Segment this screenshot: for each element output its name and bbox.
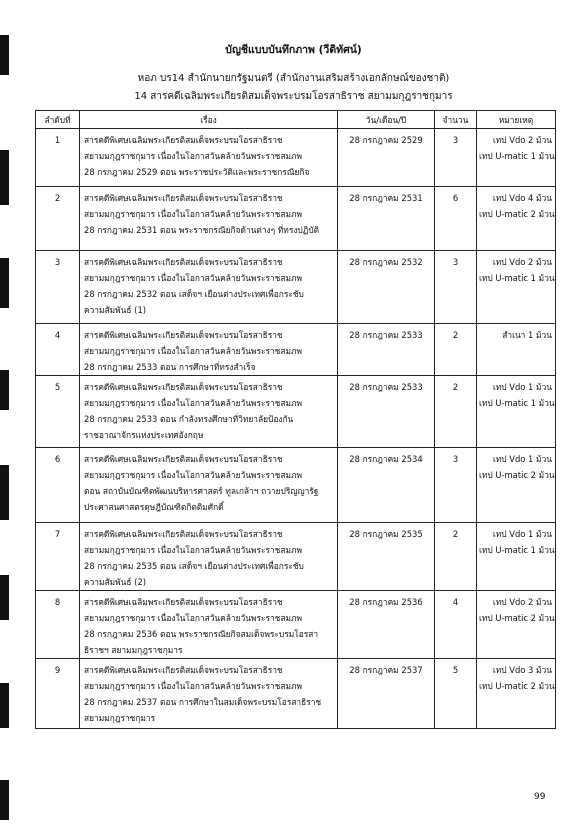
row-quantity: 4	[435, 591, 477, 659]
row-number: 5	[36, 376, 80, 448]
table-row	[36, 187, 556, 251]
row-subject	[80, 448, 338, 523]
row-date: 28 กรกฎาคม 2536	[338, 591, 435, 659]
row-quantity: 2	[435, 324, 477, 376]
subject-line: ประศาสนศาสตรดุษฎีบัณฑิตกิตติมศักดิ์	[84, 502, 224, 512]
row-number: 9	[36, 659, 80, 729]
subject-line: สยามมกุฎราชกุมาร เนื่องในโอกาสวันคล้ายวันพระราชสมภพ	[84, 470, 303, 480]
row-date: 28 กรกฎาคม 2534	[338, 448, 435, 523]
row-quantity: 2	[435, 523, 477, 591]
note-line: เทป Vdo 2 ม้วน	[492, 257, 552, 267]
subject-line: 28 กรกฎาคม 2531 ตอน พระราชกรณียกิจด้านต่างๆ ที่ทรงปฏิบัติ	[84, 225, 320, 235]
row-number: 2	[36, 187, 80, 251]
note-line: เทป U-matic 1 ม้วน	[479, 273, 555, 283]
row-note	[477, 324, 556, 376]
row-subject	[80, 376, 338, 448]
subject-line: สารคดีพิเศษเฉลิมพระเกียรติสมเด็จพระบรมโอรสาธิราช	[84, 193, 283, 203]
row-quantity: 3	[435, 251, 477, 324]
table-row	[36, 591, 556, 659]
table-row	[36, 523, 556, 591]
page-number: 99	[534, 792, 546, 802]
note-line: สำเนา 1 ม้วน	[502, 330, 552, 340]
row-date: 28 กรกฎาคม 2533	[338, 324, 435, 376]
table-row	[36, 324, 556, 376]
row-note	[477, 591, 556, 659]
subject-line: สารคดีพิเศษเฉลิมพระเกียรติสมเด็จพระบรมโอรสาธิราช	[84, 529, 283, 539]
note-line: เทป Vdo 2 ม้วน	[492, 597, 552, 607]
subject-line: สยามมกุฎราชกุมาร เนื่องในโอกาสวันคล้ายวันพระราชสมภพ	[84, 398, 303, 408]
row-number: 7	[36, 523, 80, 591]
table-row	[36, 129, 556, 187]
row-number: 6	[36, 448, 80, 523]
row-quantity: 3	[435, 129, 477, 187]
subject-line: สารคดีพิเศษเฉลิมพระเกียรติสมเด็จพระบรมโอรสาธิราช	[84, 454, 283, 464]
subject-line: ราชอาณาจักรแห่งประเทศอังกฤษ	[84, 430, 204, 440]
subject-line: สยามมกุฎราชกุมาร เนื่องในโอกาสวันคล้ายวันพระราชสมภพ	[84, 209, 303, 219]
table-row	[36, 376, 556, 448]
subject-line: ความสัมพันธ์ (1)	[84, 305, 147, 315]
note-line: เทป U-matic 2 ม้วน	[479, 681, 555, 691]
row-date: 28 กรกฎาคม 2532	[338, 251, 435, 324]
subject-line: สารคดีพิเศษเฉลิมพระเกียรติสมเด็จพระบรมโอรสาธิราช	[84, 257, 283, 267]
binding-mark	[0, 150, 9, 205]
note-line: เทป Vdo 1 ม้วน	[492, 529, 552, 539]
row-number: 4	[36, 324, 80, 376]
note-line: เทป U-matic 1 ม้วน	[479, 545, 555, 555]
row-subject	[80, 251, 338, 324]
row-number: 8	[36, 591, 80, 659]
subject-line: 28 กรกฎาคม 2535 ตอน เสด็จฯ เยือนต่างประเทศเพื่อกระชับ	[84, 561, 304, 571]
record-table	[35, 110, 556, 729]
subject-line: สยามมกุฎราชกุมาร เนื่องในโอกาสวันคล้ายวันพระราชสมภพ	[84, 151, 303, 161]
subject-line: สารคดีพิเศษเฉลิมพระเกียรติสมเด็จพระบรมโอรสาธิราช	[84, 597, 283, 607]
row-number: 3	[36, 251, 80, 324]
column-header-qty: จำนวน	[435, 111, 477, 129]
note-line: เทป U-matic 2 ม้วน	[479, 470, 555, 480]
row-date: 28 กรกฎาคม 2533	[338, 376, 435, 448]
table-header-row	[36, 111, 556, 129]
row-subject	[80, 591, 338, 659]
row-quantity: 5	[435, 659, 477, 729]
table-row	[36, 659, 556, 729]
subject-line: ความสัมพันธ์ (2)	[84, 577, 147, 587]
row-date: 28 กรกฎาคม 2537	[338, 659, 435, 729]
binding-mark	[0, 258, 9, 308]
note-line: เทป Vdo 1 ม้วน	[492, 454, 552, 464]
subject-line: ตอน สถาบันบัณฑิตพัฒนบริหารศาสตร์ ทูลเกล้าฯ ถวายปริญญารัฐ	[84, 486, 319, 496]
note-line: เทป Vdo 3 ม้วน	[492, 665, 552, 675]
row-number: 1	[36, 129, 80, 187]
row-note	[477, 448, 556, 523]
row-note	[477, 523, 556, 591]
column-header-subject: เรื่อง	[80, 111, 338, 129]
subject-line: สยามมกุฎราชกุมาร เนื่องในโอกาสวันคล้ายวันพระราชสมภพ	[84, 273, 303, 283]
subject-line: 28 กรกฎาคม 2537 ตอน การศึกษาในสมเด็จพระบรมโอรสาธิราช	[84, 697, 322, 707]
row-note	[477, 187, 556, 251]
document-title: บัญชีแบบบันทึกภาพ (วีดิทัศน์)	[225, 44, 362, 56]
note-line: เทป Vdo 4 ม้วน	[492, 193, 552, 203]
note-line: เทป Vdo 2 ม้วน	[492, 135, 552, 145]
subject-line: สยามมกุฎราชกุมาร	[84, 713, 156, 723]
row-note	[477, 376, 556, 448]
row-note	[477, 659, 556, 729]
row-note	[477, 251, 556, 324]
row-subject	[80, 324, 338, 376]
subject-line: ธิราชฯ สยามมกุฎราชกุมาร	[84, 645, 183, 655]
subject-line: สยามมกุฎราชกุมาร เนื่องในโอกาสวันคล้ายวันพระราชสมภพ	[84, 346, 303, 356]
binding-mark	[0, 465, 9, 520]
table-row	[36, 448, 556, 523]
note-line: เทป U-matic 2 ม้วน	[479, 209, 555, 219]
binding-mark	[0, 370, 9, 410]
note-line: เทป U-matic 2 ม้วน	[479, 613, 555, 623]
row-date: 28 กรกฎาคม 2531	[338, 187, 435, 251]
binding-mark	[0, 683, 9, 728]
row-subject	[80, 523, 338, 591]
subject-line: สยามมกุฎราชกุมาร เนื่องในโอกาสวันคล้ายวันพระราชสมภพ	[84, 545, 303, 555]
binding-mark	[0, 575, 9, 620]
subject-line: 28 กรกฎาคม 2533 ตอน กำลังทรงศึกษาที่วิทยาลัยป้องกัน	[84, 414, 294, 424]
subject-line: สยามมกุฎราชกุมาร เนื่องในโอกาสวันคล้ายวันพระราชสมภพ	[84, 681, 303, 691]
binding-mark	[0, 780, 9, 820]
subject-line: สยามมกุฎราชกุมาร เนื่องในโอกาสวันคล้ายวันพระราชสมภพ	[84, 613, 303, 623]
subject-line: สารคดีพิเศษเฉลิมพระเกียรติสมเด็จพระบรมโอรสาธิราช	[84, 382, 283, 392]
column-header-date: วัน/เดือน/ปี	[338, 111, 435, 129]
row-subject	[80, 187, 338, 251]
subject-line: 28 กรกฎาคม 2536 ตอน พระราชกรณียกิจสมเด็จพระบรมโอรสา	[84, 629, 319, 639]
row-note	[477, 129, 556, 187]
subject-line: 28 กรกฎาคม 2532 ตอน เสด็จฯ เยือนต่างประเทศเพื่อกระชับ	[84, 289, 304, 299]
column-header-no: ลำดับที่	[36, 111, 80, 129]
row-quantity: 2	[435, 376, 477, 448]
note-line: เทป U-matic 1 ม้วน	[479, 398, 555, 408]
note-line: เทป U-matic 1 ม้วน	[479, 151, 555, 161]
subject-line: สารคดีพิเศษเฉลิมพระเกียรติสมเด็จพระบรมโอรสาธิราช	[84, 665, 283, 675]
subject-line: 28 กรกฎาคม 2533 ตอน การศึกษาที่ทรงสำเร็จ	[84, 362, 256, 372]
subject-line: 28 กรกฎาคม 2529 ตอน พระราชประวัติและพระราชกรณียกิจ	[84, 167, 310, 177]
row-subject	[80, 129, 338, 187]
row-subject	[80, 659, 338, 729]
note-line: เทป Vdo 1 ม้วน	[492, 382, 552, 392]
subject-line: สารคดีพิเศษเฉลิมพระเกียรติสมเด็จพระบรมโอรสาธิราช	[84, 135, 283, 145]
series-title: 14 สารคดีเฉลิมพระเกียรติสมเด็จพระบรมโอรสาธิราช สยามมกุฎราชกุมาร	[134, 91, 453, 102]
column-header-note: หมายเหตุ	[477, 111, 556, 129]
row-quantity: 3	[435, 448, 477, 523]
row-date: 28 กรกฎาคม 2529	[338, 129, 435, 187]
row-date: 28 กรกฎาคม 2535	[338, 523, 435, 591]
archive-reference: หอภ บร14 สำนักนายกรัฐมนตรี (สำนักงานเสริมสร้างเอกลักษณ์ของชาติ)	[137, 73, 450, 84]
table-row	[36, 251, 556, 324]
row-quantity: 6	[435, 187, 477, 251]
subject-line: สารคดีพิเศษเฉลิมพระเกียรติสมเด็จพระบรมโอรสาธิราช	[84, 330, 283, 340]
